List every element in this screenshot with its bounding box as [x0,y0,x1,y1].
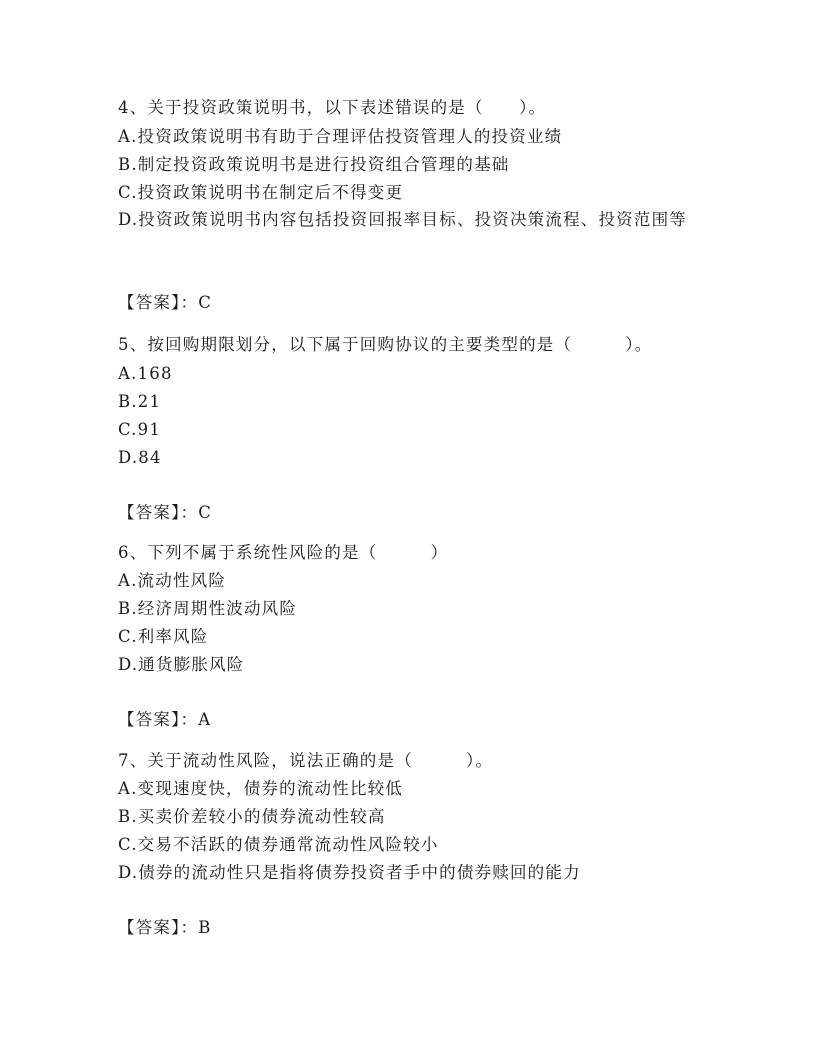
option-a: A.投资政策说明书有助于合理评估投资管理人的投资业绩 [118,127,563,146]
answer-label: 【答案】：C [118,503,213,522]
option-a: A.168 [118,364,173,383]
option-d: D.投资政策说明书内容包括投资回报率目标、投资决策流程、投资范围等 [118,210,687,229]
answer-label: 【答案】：C [118,293,213,312]
question-stem-4: 4、关于投资政策说明书，以下表述错误的是（ ）。 [118,98,547,117]
option-d: D.债券的流动性只是指将债券投资者手中的债券赎回的能力 [118,863,581,882]
option-c: C.利率风险 [118,627,209,646]
option-d: D.84 [118,448,162,467]
option-a: A.变现速度快，债券的流动性比较低 [118,779,404,798]
option-b: B.买卖价差较小的债券流动性较高 [118,807,386,826]
answer-label: 【答案】：A [118,710,212,729]
option-b: B.经济周期性波动风险 [118,599,298,618]
option-a: A.流动性风险 [118,571,227,590]
option-d: D.通货膨胀风险 [118,655,245,674]
option-b: B.21 [118,392,162,411]
option-c: C.投资政策说明书在制定后不得变更 [118,183,404,202]
option-c: C.交易不活跃的债券通常流动性风险较小 [118,835,439,854]
option-b: B.制定投资政策说明书是进行投资组合管理的基础 [118,155,510,174]
option-c: C.91 [118,420,162,439]
question-stem-5: 5、按回购期限划分，以下属于回购协议的主要类型的是（ ）。 [118,335,653,354]
answer-label: 【答案】：B [118,918,212,937]
question-stem-7: 7、关于流动性风险，说法正确的是（ ）。 [118,751,494,770]
question-stem-6: 6、下列不属于系统性风险的是（ ） [118,543,449,562]
